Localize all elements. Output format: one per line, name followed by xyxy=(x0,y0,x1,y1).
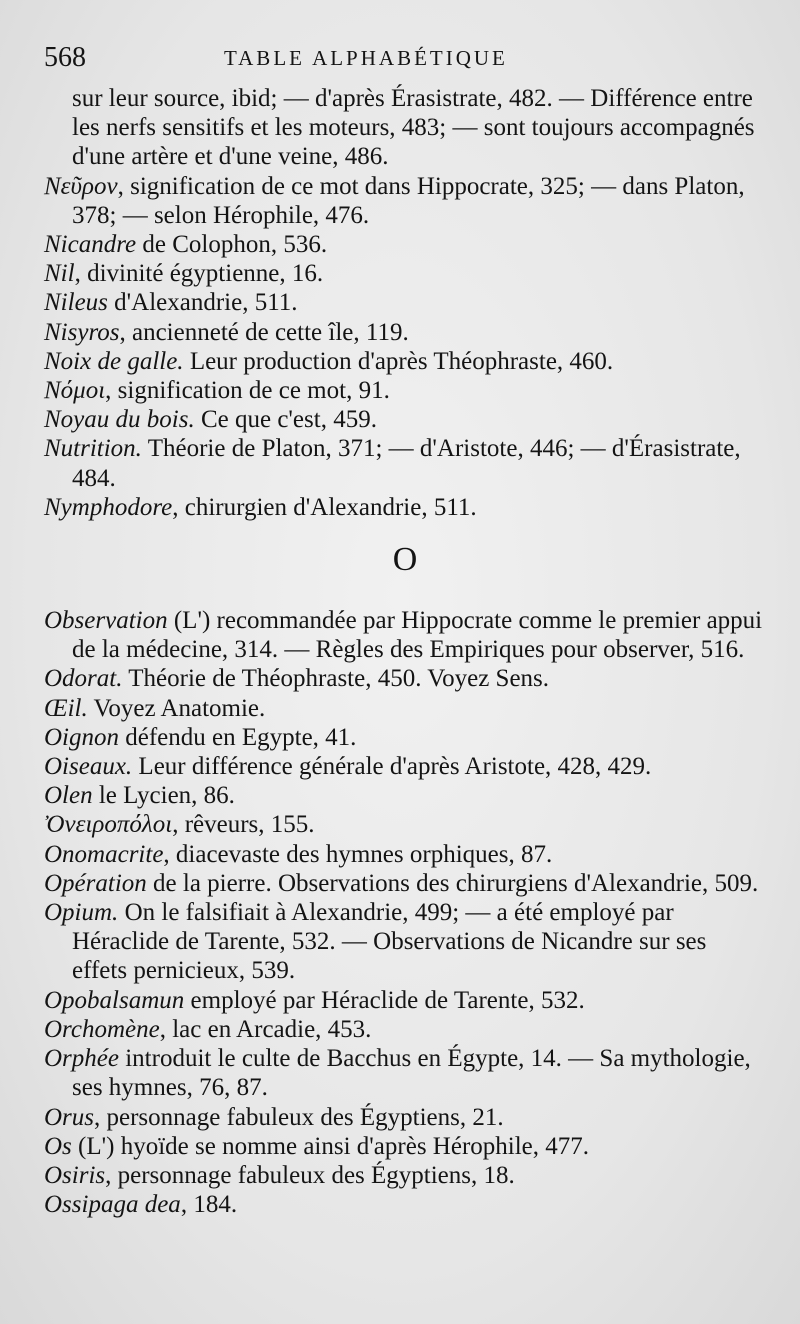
index-description: , rêveurs, 155. xyxy=(172,811,315,839)
index-term: Odorat. xyxy=(44,665,123,693)
index-description: , signification de ce mot, 91. xyxy=(105,377,390,405)
index-term: Olen xyxy=(44,782,93,810)
index-term: Nymphodore xyxy=(44,493,173,521)
index-entry xyxy=(44,752,766,781)
continuation-text: sur leur source, ibid; — d'après Érasistrate, 482. — Différence entre les nerfs sensitifs et les moteurs, 483; — sont toujours accompagnés d'une artère et d'une veine, 486. xyxy=(72,85,755,171)
index-term: Œil. xyxy=(44,694,88,722)
index-entry xyxy=(44,781,766,810)
index-term: Orchomène xyxy=(44,1015,160,1043)
index-description: , chirurgien d'Alexandrie, 511. xyxy=(172,493,477,521)
index-term: Νεῦρον xyxy=(44,172,118,200)
index-term: Noyau du bois. xyxy=(44,406,195,434)
section-letter-heading: O xyxy=(392,541,418,579)
index-term: Ossipaga dea xyxy=(44,1191,181,1219)
index-description: Théorie de Théophraste, 450. Voyez Sens. xyxy=(122,665,550,693)
index-term: Osiris xyxy=(44,1161,106,1189)
index-entry xyxy=(44,376,766,405)
index-description: Leur production d'après Théophraste, 460. xyxy=(183,347,614,375)
index-entry xyxy=(44,810,766,839)
index-entry xyxy=(44,405,766,434)
index-term: Oignon xyxy=(44,723,119,751)
index-entry xyxy=(44,664,766,693)
index-term: Nil xyxy=(44,260,75,288)
index-description: , personnage fabuleux des Égyptiens, 21. xyxy=(94,1103,504,1131)
index-description: de Colophon, 536. xyxy=(136,231,328,259)
index-entry xyxy=(44,288,766,317)
index-entry xyxy=(44,1161,766,1190)
index-description: , divinité égyptienne, 16. xyxy=(74,260,324,288)
index-entry xyxy=(44,1044,766,1102)
index-term: Orphée xyxy=(44,1045,119,1073)
index-term: Orus xyxy=(44,1103,95,1131)
index-description: (L') recommandée par Hippocrate comme le premier appui de la médecine, 314. — Règles des Empiriques pour observer, 516. xyxy=(72,607,763,664)
index-term: Ὀνειροπόλοι xyxy=(44,811,173,839)
index-entry xyxy=(44,172,766,230)
index-term: Noix de galle. xyxy=(44,347,184,375)
index-description: Théorie de Platon, 371; — d'Aristote, 446; — d'Érasistrate, 484. xyxy=(72,435,741,492)
index-description: , personnage fabuleux des Égyptiens, 18. xyxy=(105,1161,515,1189)
index-term: Os xyxy=(44,1132,72,1160)
index-entry xyxy=(44,347,766,376)
index-description: , diacevaste des hymnes orphiques, 87. xyxy=(163,840,553,868)
index-description: Ce que c'est, 459. xyxy=(194,406,377,434)
index-term: Nicandre xyxy=(44,231,137,259)
index-entry xyxy=(44,1103,766,1132)
index-term: Nileus xyxy=(44,289,108,317)
index-description: employé par Héraclide de Tarente, 532. xyxy=(184,986,585,1014)
index-description: introduit le culte de Bacchus en Égypte, 14. — Sa mythologie, ses hymnes, 76, 87. xyxy=(72,1045,751,1102)
index-entry xyxy=(44,259,766,288)
index-description: de la pierre. Observations des chirurgiens d'Alexandrie, 509. xyxy=(146,869,759,897)
index-term: Nisyros xyxy=(44,318,120,346)
index-term: Opération xyxy=(44,869,147,897)
index-description: , ancienneté de cette île, 119. xyxy=(119,318,409,346)
index-description: défendu en Egypte, 41. xyxy=(119,723,357,751)
page-title: TABLE ALPHABÉTIQUE xyxy=(224,46,508,70)
index-term: Nutrition. xyxy=(44,435,142,463)
index-description: , lac en Arcadie, 453. xyxy=(159,1015,372,1043)
index-term: Oiseaux. xyxy=(44,753,133,781)
index-entry xyxy=(44,434,766,492)
index-entry xyxy=(44,986,766,1015)
index-entry xyxy=(44,723,766,752)
index-entry xyxy=(44,869,766,898)
index-entry xyxy=(44,1132,766,1161)
index-description: , signification de ce mot dans Hippocrate, 325; — dans Platon, 378; — selon Hérophile, 476. xyxy=(72,172,745,229)
index-content xyxy=(44,84,766,1219)
entries-n-list xyxy=(44,172,766,522)
index-term: Opobalsamun xyxy=(44,986,185,1014)
index-entry xyxy=(44,898,766,986)
index-entry xyxy=(44,694,766,723)
index-entry xyxy=(44,1190,766,1219)
index-entry xyxy=(44,230,766,259)
index-entry xyxy=(44,493,766,522)
index-term: Opium. xyxy=(44,899,119,927)
index-term: Onomacrite xyxy=(44,840,164,868)
index-entry xyxy=(44,840,766,869)
index-description: , 184. xyxy=(180,1191,238,1219)
index-entry xyxy=(44,606,766,664)
index-description: (L') hyoïde se nomme ainsi d'après Hérophile, 477. xyxy=(71,1132,590,1160)
index-entry xyxy=(44,1015,766,1044)
index-description: le Lycien, 86. xyxy=(92,782,235,810)
index-description: Leur différence générale d'après Aristote, 428, 429. xyxy=(132,753,652,781)
page-number: 568 xyxy=(44,42,86,73)
index-description: On le falsifiait à Alexandrie, 499; — a été employé par Héraclide de Tarente, 532. — Observations de Nicandre sur ses effets pernicieux, 539. xyxy=(72,899,707,985)
page-header xyxy=(44,36,764,80)
index-entry xyxy=(44,318,766,347)
index-description: Voyez Anatomie. xyxy=(87,694,266,722)
index-description: d'Alexandrie, 511. xyxy=(107,289,298,317)
index-term: Observation xyxy=(44,607,168,635)
index-term: Νόμοι xyxy=(44,377,106,405)
entries-o-list xyxy=(44,606,766,1219)
